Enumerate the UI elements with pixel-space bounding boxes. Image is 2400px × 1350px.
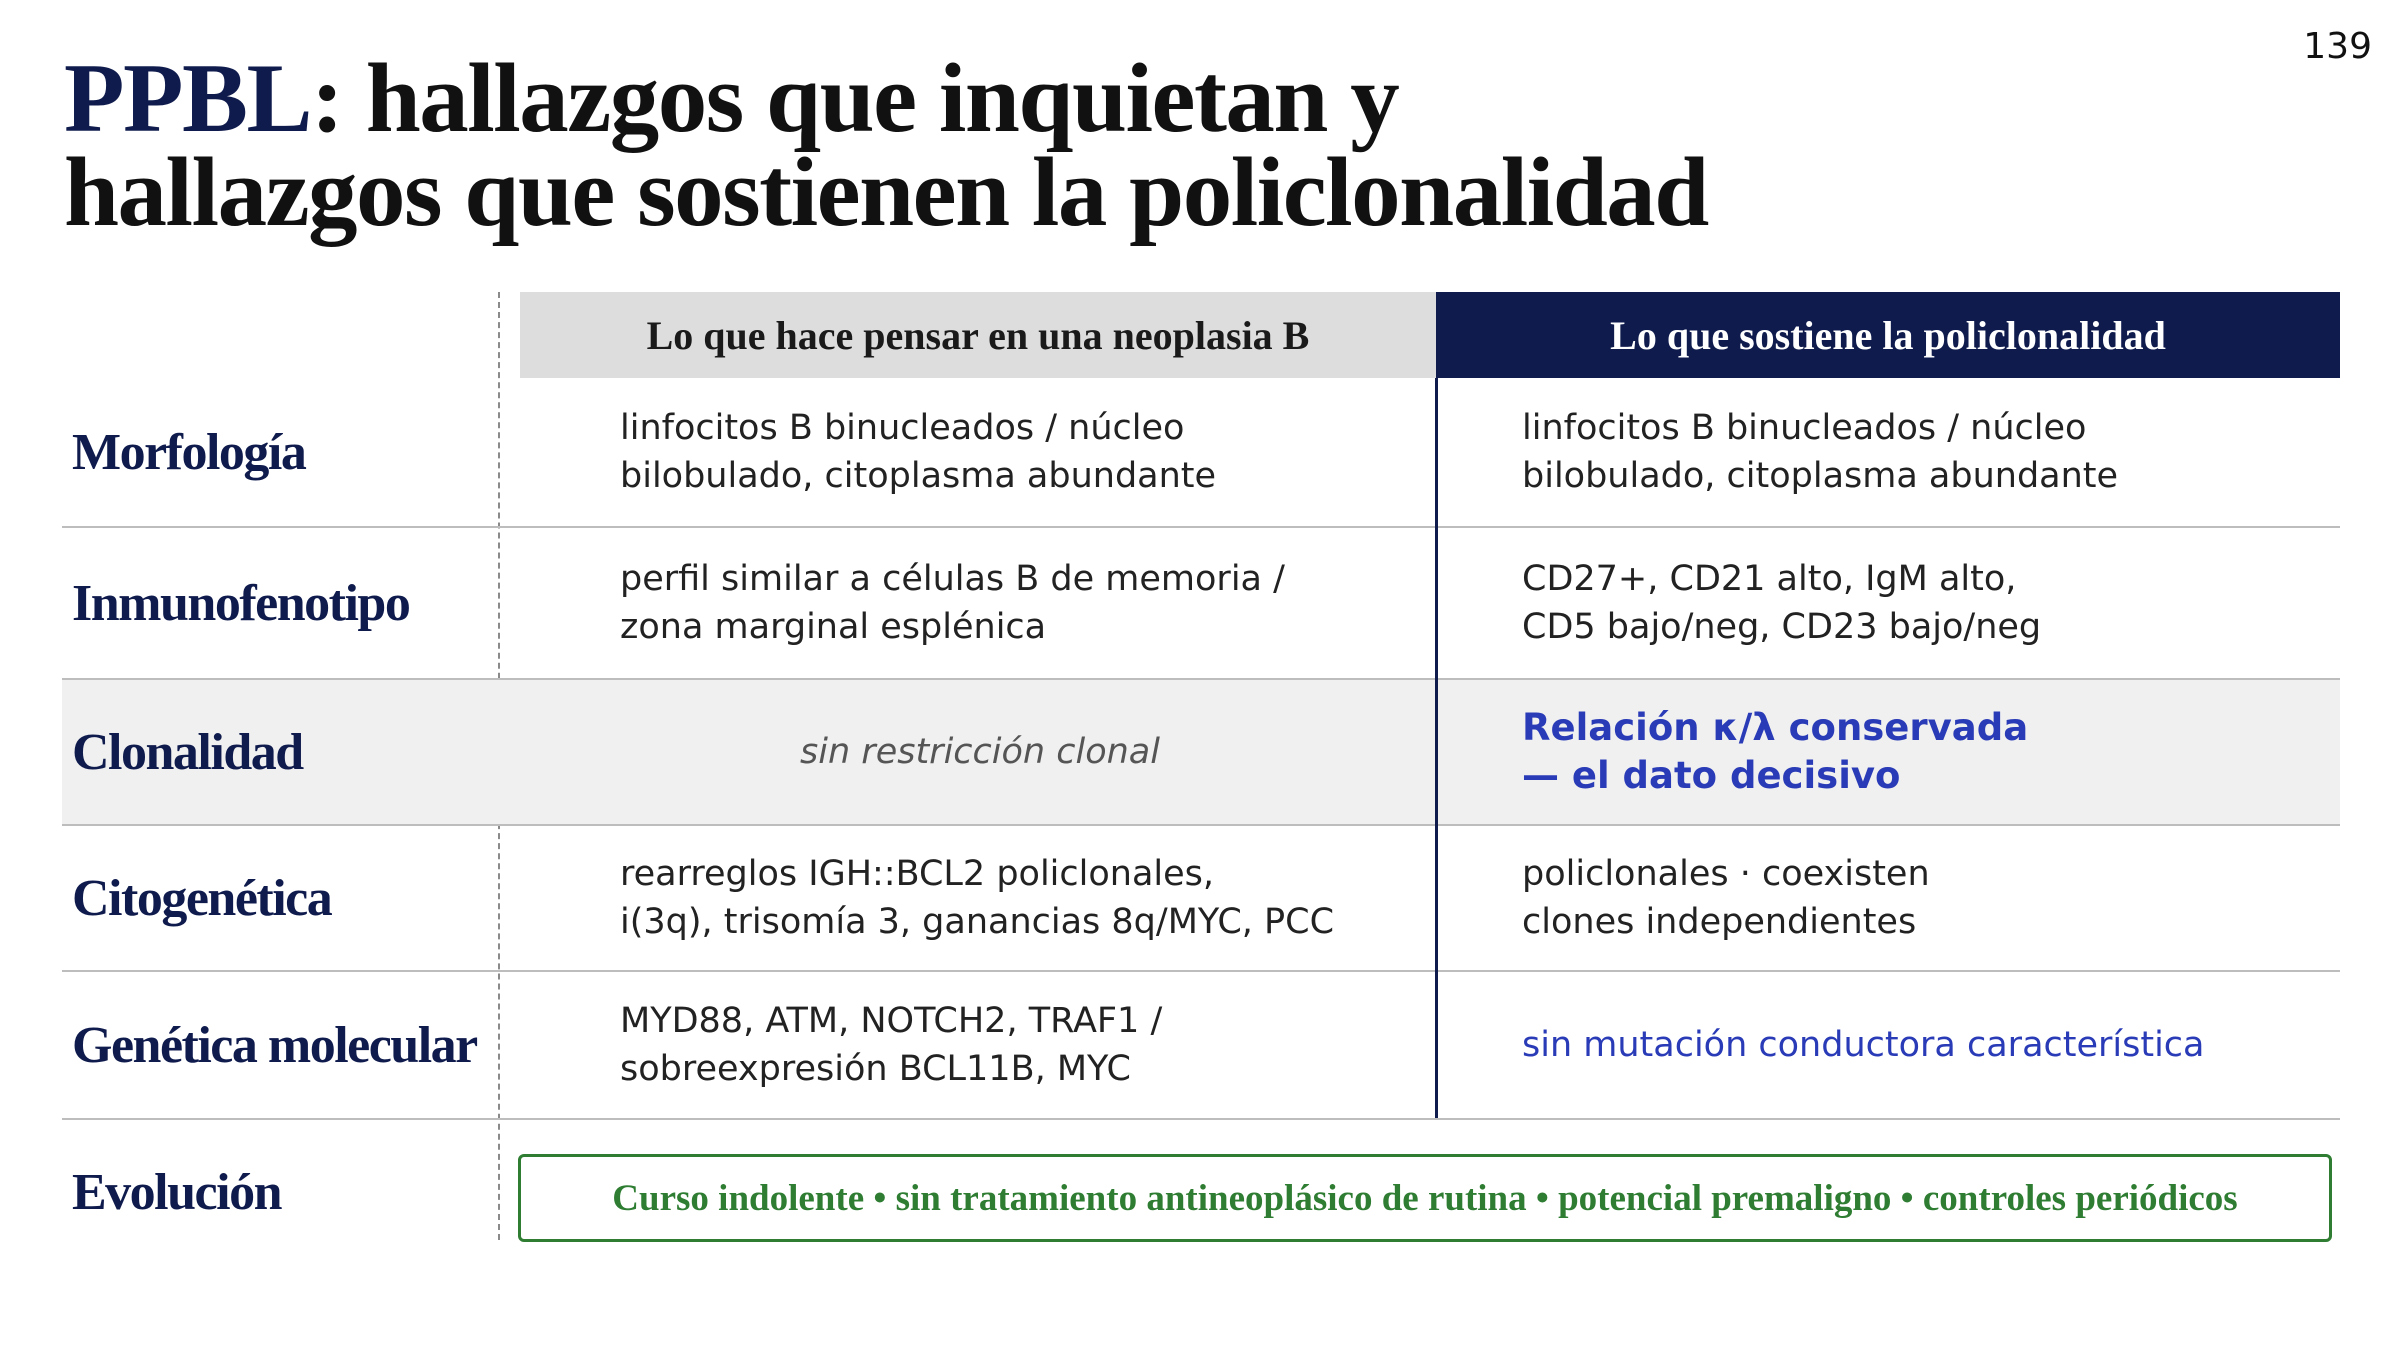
- cell-neoplasia: [620, 378, 1420, 526]
- cell-line: zona marginal esplénica: [620, 607, 1047, 647]
- cell-line: Relación κ/λ conservada: [1522, 706, 2029, 749]
- cell-neoplasia: [620, 528, 1420, 678]
- row-label: Clonalidad: [72, 723, 303, 781]
- row-label: Genética molecular: [72, 1016, 477, 1074]
- cell-line: clones independientes: [1522, 902, 1917, 942]
- evolution-summary-box: Curso indolente • sin tratamiento antineoplásico de rutina • potencial premaligno • controles periódicos: [518, 1154, 2332, 1242]
- row-label-evolucion: Evolución: [72, 1163, 281, 1221]
- cell-line: sobreexpresión BCL11B, MYC: [620, 1049, 1131, 1089]
- cell-policlonalidad: [1522, 972, 2322, 1118]
- cell-line: policlonales · coexisten: [1522, 854, 1930, 894]
- cell-line: sin restricción clonal: [800, 732, 1160, 772]
- table-row-genetica-molecular: [62, 972, 2340, 1120]
- slide-title: [64, 44, 1708, 247]
- row-label: Inmunofenotipo: [72, 574, 410, 632]
- column-separator: [1435, 378, 1438, 1118]
- row-label: Citogenética: [72, 869, 332, 927]
- table-row-inmunofenotipo: [62, 528, 2340, 680]
- cell-neoplasia: [620, 972, 1420, 1118]
- column-header-neoplasia: Lo que hace pensar en una neoplasia B: [520, 292, 1436, 378]
- cell-line: MYD88, ATM, NOTCH2, TRAF1 /: [620, 1001, 1163, 1041]
- page-number: 139: [2303, 26, 2372, 67]
- table-row-citogenetica: [62, 826, 2340, 972]
- title-line-1: : hallazgos que inquietan y: [311, 44, 1399, 153]
- title-line-2: hallazgos que sostienen la policlonalidad: [64, 138, 1708, 247]
- cell-line: CD5 bajo/neg, CD23 bajo/neg: [1522, 607, 2042, 647]
- cell-line: bilobulado, citoplasma abundante: [1522, 456, 2119, 496]
- cell-line: — el dato decisivo: [1522, 754, 1901, 797]
- title-acronym: PPBL: [64, 44, 312, 153]
- cell-policlonalidad: [1522, 826, 2322, 970]
- cell-neoplasia: [620, 680, 1420, 824]
- table-row-clonalidad: [62, 680, 2340, 826]
- cell-line: linfocitos B binucleados / núcleo: [620, 408, 1185, 448]
- cell-line: sin mutación conductora característica: [1522, 1025, 2205, 1065]
- cell-policlonalidad-decisive: [1522, 680, 2322, 824]
- cell-neoplasia: [620, 826, 1420, 970]
- cell-policlonalidad: [1522, 378, 2322, 526]
- cell-line: rearreglos IGH::BCL2 policlonales,: [620, 854, 1215, 894]
- cell-policlonalidad: [1522, 528, 2322, 678]
- cell-line: bilobulado, citoplasma abundante: [620, 456, 1217, 496]
- table-row-morfologia: [62, 378, 2340, 528]
- cell-line: perfil similar a células B de memoria /: [620, 559, 1285, 599]
- row-label: Morfología: [72, 423, 306, 481]
- cell-line: i(3q), trisomía 3, ganancias 8q/MYC, PCC: [620, 902, 1335, 942]
- cell-line: CD27+, CD21 alto, IgM alto,: [1522, 559, 2017, 599]
- column-header-policlonalidad: Lo que sostiene la policlonalidad: [1436, 292, 2340, 378]
- cell-line: linfocitos B binucleados / núcleo: [1522, 408, 2087, 448]
